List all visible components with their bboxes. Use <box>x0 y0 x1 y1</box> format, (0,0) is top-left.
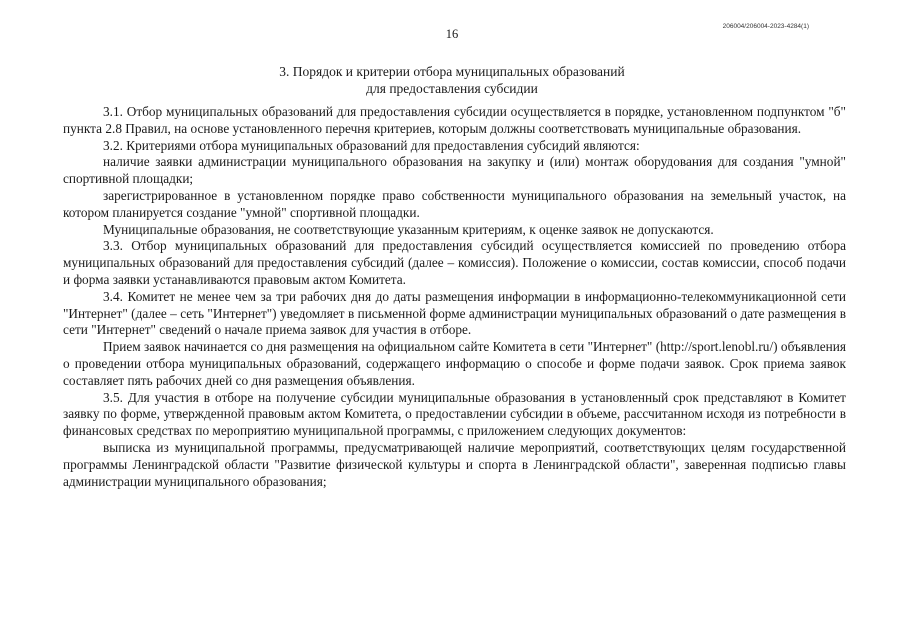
page-number: 16 <box>445 27 459 41</box>
application-intake-note: Прием заявок начинается со дня размещения на официальном сайте Комитета в сети "Интернет" (http://sport.lenobl.ru/) объявления о проведении отбора муниципальных образований, содержащего информацию о способе и форме подачи заявок. Срок приема заявок составляет пять рабочих дней со дня размещения объявления. <box>63 339 846 388</box>
criteria-exclusion-note: Муниципальные образования, не соответствующие указанным критериям, к оценке заявок не допускаются. <box>103 221 714 237</box>
section-title <box>0 63 904 97</box>
paragraph-3-3: 3.3. Отбор муниципальных образований для предоставления субсидий осуществляется комиссией по проведению отбора муниципальных образований для предоставления субсидий (далее – комиссия). Положение о комиссии, состав комиссии, способ подачи и форма заявки устанавливаются правовым актом Комитета. <box>63 238 846 287</box>
section-title-line-2: для предоставления субсидии <box>366 81 538 96</box>
paragraph-3-2: 3.2. Критериями отбора муниципальных образований для предоставления субсидий являются: <box>103 137 640 153</box>
criterion-land-ownership: зарегистрированное в установленном порядке право собственности муниципального образования на земельный участок, на котором планируется создание "умной" спортивной площадки. <box>63 187 846 220</box>
paragraph-3-4: 3.4. Комитет не менее чем за три рабочих дня до даты размещения информации в информационно-телекоммуникационной сети "Интернет" (далее – сеть "Интернет") уведомляет в письменной форме администрации муниципальных образований о дате размещения в сети "Интернет" сведений о начале приема заявок для участия в отборе. <box>63 288 846 338</box>
paragraph-3-5: 3.5. Для участия в отборе на получение субсидии муниципальные образования в установленный срок представляют в Комитет заявку по форме, утвержденной правовым актом Комитета, о предоставлении субсидии в объеме, рассчитанном исходя из потребности в финансовых средствах по мероприятию муниципальной программы, с приложением следующих документов: <box>63 389 846 439</box>
program-extract-item: выписка из муниципальной программы, предусматривающей наличие мероприятий, соответствующих целям государственной программы Ленинградской области "Развитие физической культуры и спорта в Ленинградской области", заверенная подписью главы администрации муниципального образования; <box>63 439 846 489</box>
document-body <box>63 104 846 490</box>
document-code: 206004/206004-2023-4284(1) <box>722 23 809 30</box>
paragraph-3-1: 3.1. Отбор муниципальных образований для предоставления субсидии осуществляется в порядке, установленном подпунктом "б" пункта 2.8 Правил, на основе установленного перечня критериев, которым должны соответствовать муниципальные образования. <box>63 104 846 136</box>
criterion-application: наличие заявки администрации муниципального образования на закупку и (или) монтаж оборудования для создания "умной" спортивной площадки; <box>63 154 846 187</box>
section-title-line-1: 3. Порядок и критерии отбора муниципальных образований <box>279 64 625 79</box>
